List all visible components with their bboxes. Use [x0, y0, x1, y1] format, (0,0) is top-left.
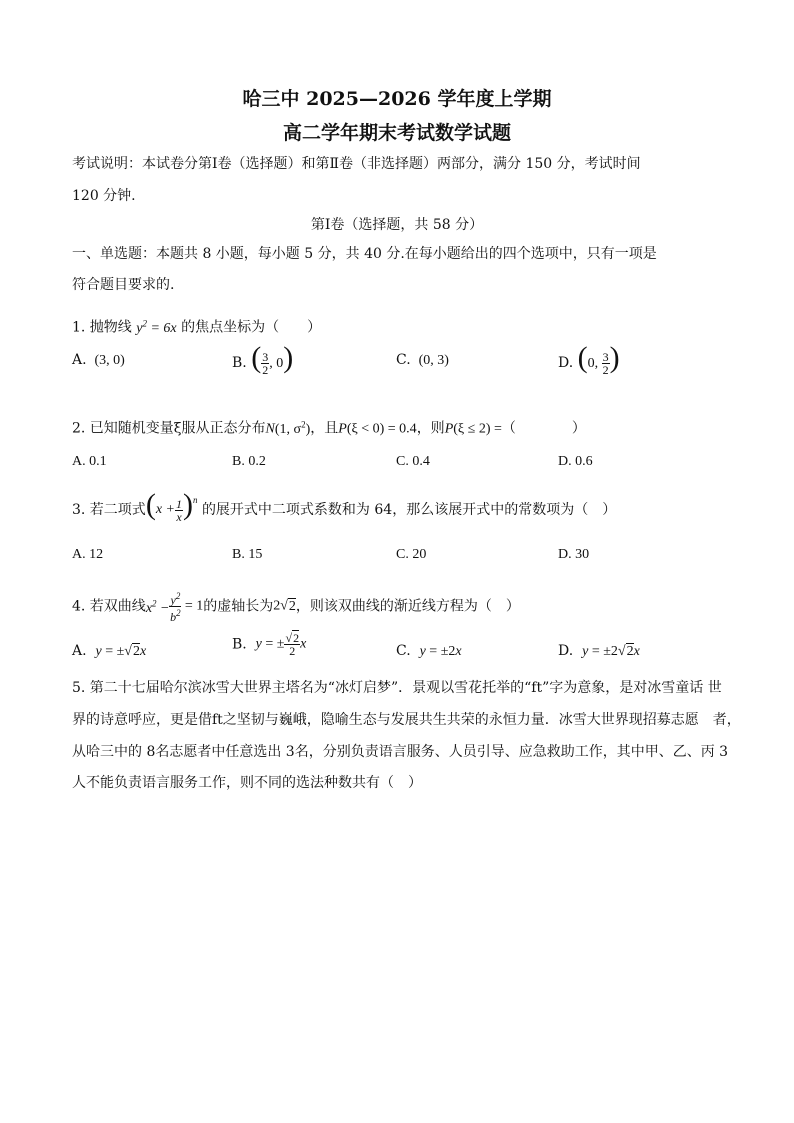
question-3-option-a[interactable]: A. 12: [72, 547, 104, 562]
question-2-option-b[interactable]: B. 0.2: [232, 454, 266, 469]
question-2-option-a[interactable]: A. 0.1: [72, 454, 107, 469]
question-3-prefix: 3. 若二项式: [72, 502, 146, 518]
question-4-stem: 4. 若双曲线$x^2$ − $\frac{y^2}{b^2}$ = 1的虚轴长为2√2，则该双曲线的渐近线方程为（ ）: [72, 591, 520, 624]
question-1-prefix: 1. 抛物线: [72, 319, 132, 336]
exam-instructions-line1: 考试说明：本试卷分第Ⅰ卷（选择题）和第Ⅱ卷（非选择题）两部分，满分 150 分，考试时间: [72, 156, 641, 172]
question-4-suffix: ，则该双曲线的渐近线方程为（ ）: [295, 598, 520, 615]
question-2-math-1: N: [265, 421, 275, 437]
question-1-stem: [72, 313, 321, 339]
question-3-option-c[interactable]: C. 20: [396, 547, 427, 562]
question-3-suffix: 的展开式中二项式系数和为 64，那么该展开式中的常数项为（ ）: [201, 502, 617, 518]
exam-title-line2: 高二学年期末考试数学试题: [282, 122, 511, 144]
section-instructions-line2: 符合题目要求的.: [72, 277, 175, 293]
question-5-line2: 界的诗意呼应，更是借ft之坚韧与巍峨，隐喻生态与发展共生共荣的永恒力量．冰雪大世界现招募志愿 者，: [72, 712, 741, 728]
question-2-mid2: ，则: [416, 420, 445, 437]
question-1-option-b[interactable]: B. ( $\frac{3}{2}$ , 0): [232, 341, 294, 377]
question-5-line1: 5. 第二十七届哈尔滨冰雪大世界主塔名为“冰灯启梦”．景观以雪花托举的“ft”字为意象，是对冰雪童话 世: [72, 680, 722, 696]
exam-instructions-line2: 120 分钟.: [72, 188, 136, 204]
question-2-option-d[interactable]: D. 0.6: [558, 454, 593, 469]
question-4-prefix: 4. 若双曲线: [72, 598, 146, 615]
part1-heading: 第Ⅰ卷（选择题，共 58 分）: [310, 217, 484, 233]
question-4-option-c[interactable]: C. y = ±2x: [396, 643, 462, 659]
question-1-option-c[interactable]: C. (0, 3): [396, 352, 449, 368]
question-2-mid: ，且: [310, 420, 339, 437]
question-1-suffix: 的焦点坐标为（ ）: [181, 319, 322, 336]
question-1-option-a[interactable]: A. (3, 0): [72, 352, 125, 368]
question-4-option-b[interactable]: B. y = ± $\frac{√2}{2}$ x: [232, 631, 307, 658]
question-4-mid: 的虚轴长为: [203, 598, 274, 615]
question-5-line3: 从哈三中的 8名志愿者中任意选出 3名，分别负责语言服务、人员引导、应急救助工作，其中甲、乙、丙 3: [72, 744, 729, 760]
question-3-stem: 3. 若二项式(x + $\frac{1}{x}$ )$^n$ 的展开式中二项式系数和为 64，那么该展开式中的常数项为（ ）: [72, 488, 617, 524]
question-5-line4: 人不能负责语言服务工作，则不同的选法种数共有（ ）: [72, 775, 422, 791]
question-2-suffix: （ ）: [501, 420, 586, 437]
question-4-option-d[interactable]: D. y = ±2√2x: [558, 643, 640, 659]
question-2-stem: 2. 已知随机变量ξ服从正态分布N(1, $\sigma^2$)，且P(ξ < 0) = 0.4，则P(ξ ≤ 2) =（ ）: [72, 419, 586, 437]
question-3-option-d[interactable]: D. 30: [558, 547, 590, 562]
question-2-option-c[interactable]: C. 0.4: [396, 454, 430, 469]
question-4-option-a[interactable]: A. y = ±√2x: [72, 643, 147, 659]
question-2-prefix: 2. 已知随机变量ξ服从正态分布: [72, 420, 266, 437]
exam-title-line1: 哈三中 2025—2026 学年度上学期: [242, 88, 552, 110]
question-1-math: $y^2 = 6x$: [136, 318, 177, 336]
question-1-option-d[interactable]: D. (0, $\frac{3}{2}$ ): [558, 341, 620, 377]
question-3-option-b[interactable]: B. 15: [232, 547, 263, 562]
section-instructions-line1: 一、单选题：本题共 8 小题，每小题 5 分，共 40 分.在每小题给出的四个选项中，只有一项是: [72, 246, 657, 262]
